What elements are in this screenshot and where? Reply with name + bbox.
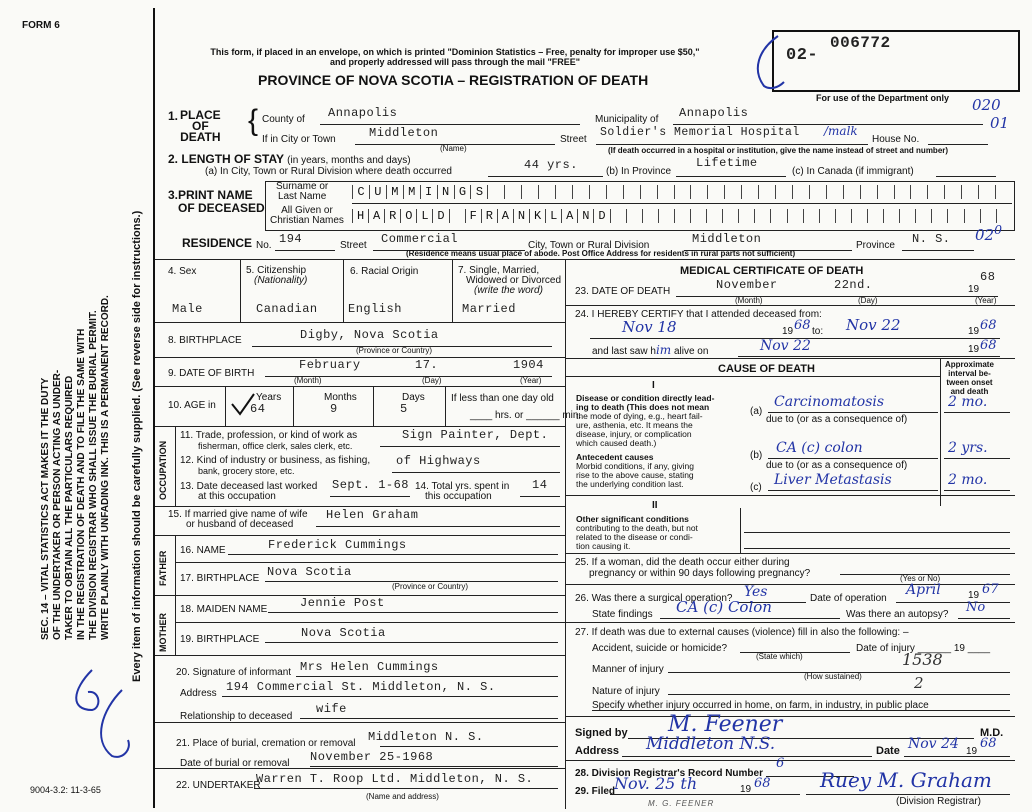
form-number: FORM 6 (22, 20, 60, 31)
surname-letter: S (470, 185, 487, 199)
dob-year-sub: (Year) (520, 376, 542, 385)
father-name-label: 16. NAME (180, 545, 226, 556)
undertaker-label: 22. UNDERTAKER (176, 780, 261, 791)
res-street-field: Commercial (373, 230, 525, 251)
dod-label: 23. DATE OF DEATH (575, 286, 671, 297)
due-to-a: due to (or as a consequence of) (766, 414, 908, 425)
surname-letter: C (352, 185, 369, 199)
surname-label: Surname or Last Name (276, 181, 329, 202)
part-two: II (652, 500, 658, 511)
stay-c-label: (c) In Canada (if immigrant) (792, 166, 914, 177)
given-label: All Given or Christian Names (270, 205, 344, 226)
medical-header: MEDICAL CERTIFICATE OF DEATH (680, 265, 864, 277)
dept-use-label: For use of the Department only (816, 93, 950, 103)
wife-field: Helen Graham (316, 508, 560, 527)
days-value: 5 (400, 402, 408, 416)
house-field (928, 124, 988, 145)
informant-addr-field: 194 Commercial St. Middleton, N. S. (222, 678, 558, 697)
father-bp-sub: (Province or Country) (392, 582, 469, 591)
res-city-field: Middleton (684, 230, 852, 251)
informant-sig-field: Mrs Helen Cummings (296, 658, 558, 677)
days-label: Days (402, 392, 425, 403)
interval-header: Approximate interval be- tween onset and death (945, 360, 994, 396)
dob-field: February 17. 1904 (265, 358, 552, 377)
autopsy-field: No (958, 602, 1010, 619)
findings-label: State findings (592, 609, 653, 620)
marital-label: 7. Single, Married, Widowed or Divorced (write the word) (458, 265, 562, 296)
q26-label: 26. Was there a surgical operation? (575, 593, 733, 604)
interval-b-field: 2 yrs. (944, 440, 1010, 459)
burial-date-label: Date of burial or removal (180, 758, 290, 769)
dob-month-sub: (Month) (294, 376, 322, 385)
alive-field: Nov 22 19 68 (738, 338, 1000, 357)
handwritten-mark-icon (62, 660, 152, 770)
informant-sig-label: 20. Signature of informant (176, 667, 292, 678)
residence-label: RESIDENCE (182, 236, 253, 250)
surname-letter: I (420, 185, 437, 199)
cause-a-label: (a) (750, 406, 763, 417)
sex-label: 4. Sex (168, 266, 197, 277)
given-letter: N (513, 209, 529, 223)
res-street-label: Street (340, 240, 367, 251)
dod-year-sub: (Year) (975, 296, 997, 305)
q28-label: 28. Division Registrar's Record Number (575, 768, 763, 779)
father-name-field: Frederick Cummings (228, 536, 558, 555)
other-field-2 (744, 536, 1010, 549)
burial-date-field: November 25-1968 (310, 748, 558, 767)
years-value: 64 (250, 402, 266, 416)
stay-b-field: Lifetime (676, 156, 786, 177)
division-registrar-sub: (Division Registrar) (896, 796, 982, 807)
mother-bp-label: 19. BIRTHPLACE (180, 634, 260, 645)
cause-header: CAUSE OF DEATH (718, 363, 815, 375)
less-label: If less than one day old (451, 393, 554, 404)
given-letter: K (529, 209, 545, 223)
place-label: PLACE OF DEATH (180, 108, 221, 144)
registrar-signature-field: Ruey M. Graham (806, 778, 1010, 795)
informant-rel-field: wife (300, 700, 558, 719)
given-letter: D (432, 209, 448, 223)
how-sustained-sub: (How sustained) (804, 672, 862, 681)
stay-label: 2. LENGTH OF STAY (in years, months and days) (168, 152, 411, 166)
cause-c-label: (c) (750, 482, 762, 493)
manner-field: 1538 (668, 658, 1010, 673)
registration-number: 006772 (830, 34, 891, 52)
marital-value: Married (462, 302, 516, 316)
occ12-field: of Highways (392, 454, 560, 473)
intro-text: This form, if placed in an envelope, on which is printed "Dominion Statistics – Free, penalty for improper use $50," and properly addressed will pass through the mail "FREE" (210, 47, 700, 67)
wife-label: 15. If married give name of wife or husband of deceased (168, 509, 308, 530)
citizenship-value: Canadian (256, 302, 318, 316)
side-note: Every item of information should be carefully supplied. (See reverse side for instructions.) (131, 210, 143, 682)
antecedent-label: Antecedent causes Morbid conditions, if any, giving rise to the above cause, stating the underlying condition last. (576, 452, 694, 489)
stamp: M. G. FEENER (648, 799, 715, 808)
occ12-label: 12. Kind of industry or business, as fishing, bank, grocery store, etc. (180, 455, 371, 476)
stay-a-label: (a) In City, Town or Rural Division where death occurred (205, 166, 452, 177)
res-no-field: 194 (275, 230, 335, 251)
res-province-field: N. S. (902, 230, 974, 251)
due-to-b: due to (or as a consequence of) (766, 460, 908, 471)
res-city-label: City, Town or Rural Division (528, 240, 650, 251)
op-date-label: Date of operation (810, 593, 887, 604)
given-letter: A (497, 209, 513, 223)
given-letter: L (416, 209, 432, 223)
surname-letter: G (454, 185, 471, 199)
given-letter: A (561, 209, 577, 223)
mother-name-label: 18. MAIDEN NAME (180, 604, 268, 615)
q28-field: 6 (766, 762, 854, 777)
name-grid-cells (352, 181, 1012, 229)
cause-a-field: Carcinomatosis (768, 394, 938, 413)
md-label: M.D. (980, 727, 1004, 739)
occ11-label: 11. Trade, profession, or kind of work as fisherman, office clerk, sales clerk, etc. (180, 430, 358, 451)
place-num: 1. (168, 109, 179, 123)
undertaker-sub: (Name and address) (366, 792, 439, 801)
given-letter (449, 209, 465, 223)
q25-field (840, 560, 1010, 575)
q26-field: Yes (738, 586, 806, 603)
res-province-label: Province (856, 240, 895, 251)
signed-field: M. Feener (628, 716, 974, 739)
dept-code-1: 020 (972, 96, 1001, 114)
stay-a-field: 44 yrs. (488, 156, 603, 177)
mother-side-label: MOTHER (158, 613, 168, 652)
burial-place-field: Middleton N. S. (380, 728, 558, 747)
street-field: Soldier's Memorial Hospital /malk (596, 124, 868, 145)
birthplace-sub: (Province or Country) (356, 346, 433, 355)
given-letter: L (545, 209, 561, 223)
q27-label: 27. If death was due to external causes (violence) fill in also the following: – (575, 627, 909, 638)
specify-label: Specify whether injury occurred in home, on farm, in industry, in public place (592, 700, 929, 711)
municipality-field: Annapolis (673, 104, 983, 125)
citizenship-label: 5. Citizenship (Nationality) (246, 265, 308, 286)
age-label: 10. AGE in (168, 400, 216, 411)
months-label: Months (324, 392, 357, 403)
stay-c-field (936, 156, 996, 177)
birthplace-label: 8. BIRTHPLACE (168, 335, 242, 346)
findings-field: CA (c) Colon (660, 602, 840, 619)
burial-place-label: 21. Place of burial, cremation or removal (176, 738, 356, 749)
years-label: Years (256, 392, 282, 403)
racial-label: 6. Racial Origin (350, 266, 419, 277)
informant-addr-label: Address (180, 688, 217, 699)
last-saw-label: and last saw him alive on (592, 343, 709, 357)
accident-label: Accident, suicide or homicide? (592, 643, 728, 654)
city-label: If in City or Town (262, 134, 336, 145)
given-letter: R (481, 209, 497, 223)
sig-address-label: Address (575, 745, 620, 757)
given-letter: D (593, 209, 609, 223)
county-label: County of (262, 114, 305, 125)
months-value: 9 (330, 402, 338, 416)
father-bp-label: 17. BIRTHPLACE (180, 573, 260, 584)
brace: { (248, 104, 259, 137)
occ11-field: Sign Painter, Dept. (380, 428, 560, 447)
footer-code: 9004-3.2: 11-3-65 (30, 785, 101, 795)
q29-label: 29. Filed (575, 786, 616, 797)
q25-label: 25. If a woman, did the death occur either during pregnancy or within 90 days following pregnancy? (575, 557, 811, 579)
name-sub: (Name) (440, 144, 467, 153)
cause-c-field: Liver Metastasis (768, 472, 938, 491)
dept-code-2: 01 (990, 114, 1010, 132)
sex-value: Male (172, 302, 203, 316)
op-date-field: April 19 67 (896, 586, 1010, 603)
nature-label: Nature of injury (592, 686, 660, 697)
surname-letter: N (437, 185, 454, 199)
occ14-label: 14. Total yrs. spent in this occupation (415, 481, 510, 502)
given-letter: A (368, 209, 384, 223)
occ14-field: 14 (520, 478, 560, 497)
dod-day-sub: (Day) (858, 296, 878, 305)
sig-date-label: Date (876, 745, 900, 757)
hrs-min: ____ hrs. or ______ min. (470, 410, 582, 421)
autopsy-label: Was there an autopsy? (846, 609, 949, 620)
occupation-side-label: OCCUPATION (158, 440, 168, 500)
disease-label: Disease or condition directly lead- ing to death (This does not mean the mode of dying, e.g., heart fail- ure, asthenia, etc. It means the disease, injury, or complication which caused death.) (576, 393, 715, 448)
nature-field: 2 (668, 680, 1010, 695)
undertaker-field: Warren T. Roop Ltd. Middleton, N. S. (254, 770, 558, 789)
specify-field (592, 710, 1010, 711)
occ13-field: Sept. 1-68 (330, 478, 410, 497)
dob-day-sub: (Day) (422, 376, 442, 385)
injury-date-label: Date of injury ______ 19 ____ (856, 643, 991, 654)
birthplace-field: Digby, Nova Scotia (252, 326, 552, 347)
residence-note: (Residence means usual place of abode. Post Office Address for residents in rural parts not sufficient) (406, 249, 796, 258)
registration-prefix: 02- (786, 46, 819, 65)
hospital-note: (If death occurred in a hospital or institution, give the name instead of street and number) (608, 146, 949, 155)
given-letter: O (400, 209, 416, 223)
interval-a-field: 2 mo. (944, 394, 1010, 413)
dob-label: 9. DATE OF BIRTH (168, 368, 255, 379)
certify-label: 24. I HEREBY CERTIFY that I attended deceased from: (575, 309, 822, 320)
yes-no-sub: (Yes or No) (900, 574, 941, 583)
other-label: Other significant conditions contributing to the death, but not related to the disease or condi- tion causing it. (576, 514, 698, 551)
sig-address-field: Middleton N.S. (622, 738, 872, 757)
informant-rel-label: Relationship to deceased (180, 711, 293, 722)
given-letter: N (577, 209, 593, 223)
mother-bp-field: Nova Scotia (265, 624, 558, 643)
father-bp-field: Nova Scotia (265, 563, 558, 582)
city-field: Middleton (355, 124, 555, 145)
filed-field: Nov. 25 th 19 68 (610, 780, 800, 795)
accident-field (740, 638, 850, 653)
street-label: Street (560, 134, 587, 145)
house-label: House No. (872, 134, 920, 145)
cause-b-label: (b) (750, 450, 763, 461)
surname-letter: U (369, 185, 386, 199)
municipality-label: Municipality of (595, 114, 659, 125)
racial-value: English (348, 302, 402, 316)
interval-c-field: 2 mo. (944, 472, 1010, 491)
given-letter: R (384, 209, 400, 223)
signed-label: Signed by (575, 727, 628, 739)
res-no-label: No. (256, 240, 272, 251)
mother-name-field: Jennie Post (268, 594, 558, 613)
county-field: Annapolis (320, 104, 580, 125)
dod-field: November 22nd. 19 68 (676, 278, 998, 297)
res-code: $02^0$ (975, 222, 1003, 244)
dod-month-sub: (Month) (735, 296, 763, 305)
given-letter: F (465, 209, 481, 223)
occ13-label: 13. Date deceased last worked at this occupation (180, 481, 318, 502)
surname-letter: M (403, 185, 420, 199)
side-instructions: SEC. 14 – VITAL STATISTICS ACT MAKES IT THE DUTY OF THE UNDERTAKER OR PERSON ACTING AS UNDER- TAKER TO OBTAIN ALL THE PARTICULARS REQUIRED IN THE REGISTRATION OF DEATH AND TO FILE THE SAME WITH THE DIVISION REGISTRAR WHO SHALL ISSUE THE BURIAL PERMIT. WRITE PLAINLY WITH UNFADING INK. THIS IS A PERMANENT RECORD. (40, 295, 111, 640)
certify-field: Nov 18 19 68 to: Nov 22 19 68 (590, 320, 1000, 339)
cause-b-field: CA (c) colon (768, 440, 938, 459)
check-icon (228, 390, 258, 420)
part-one: I (652, 380, 655, 391)
page-title: PROVINCE OF NOVA SCOTIA – REGISTRATION OF DEATH (258, 72, 649, 88)
father-side-label: FATHER (158, 550, 168, 586)
surname-letter: M (386, 185, 403, 199)
other-field-1 (744, 520, 1010, 533)
deceased-label: 3.PRINT NAME OF DECEASED (168, 188, 265, 215)
state-which-sub: (State which) (756, 652, 803, 661)
given-letter: H (352, 209, 368, 223)
manner-label: Manner of injury (592, 664, 664, 675)
sig-date-field: Nov 24 19 68 (904, 738, 1010, 757)
stay-b-label: (b) In Province (606, 166, 672, 177)
